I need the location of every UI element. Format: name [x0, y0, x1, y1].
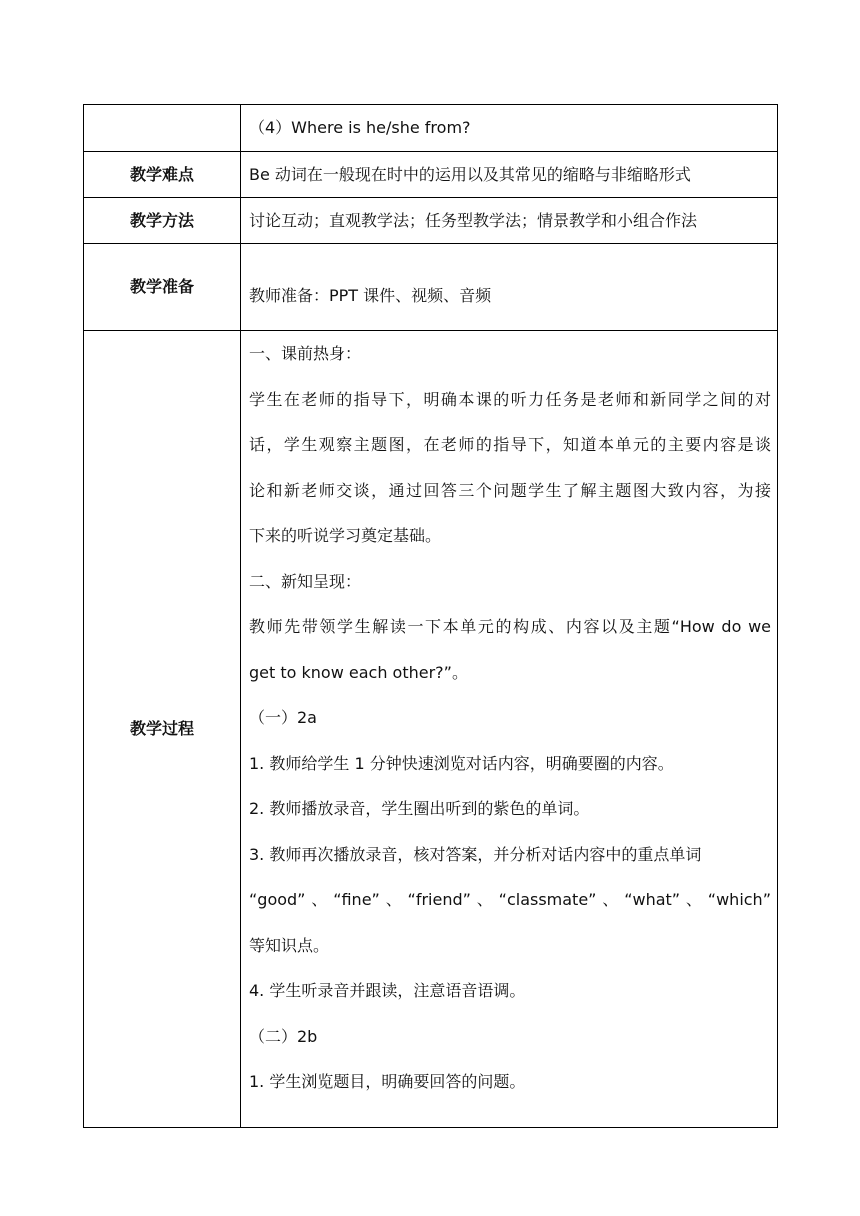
process-line: 一、课前热身：	[249, 344, 362, 363]
process-line: 教师先带领学生解读一下本单元的构成、内容以及主题“How do we	[249, 617, 771, 636]
process-line: 下来的听说学习奠定基础。	[249, 526, 442, 545]
objective-question-4: （4）Where is he/she from?	[241, 105, 778, 152]
process-line: 二、新知呈现：	[249, 571, 362, 591]
table-row	[84, 331, 778, 1128]
preparation-content: 教师准备：PPT 课件、视频、音频	[241, 244, 778, 331]
table-row	[84, 198, 778, 244]
process-line: 话，学生观察主题图，在老师的指导下，知道本单元的主要内容是谈	[249, 435, 771, 454]
process-line: （二）2b	[249, 1026, 318, 1046]
process-line: 论和新老师交谈，通过回答三个问题学生了解主题图大致内容，为接	[249, 480, 771, 500]
table-row	[84, 105, 778, 152]
process-line: 等知识点。	[249, 935, 330, 955]
row-label-preparation: 教学准备	[84, 244, 241, 331]
process-content	[241, 331, 778, 1128]
process-line: get to know each other?”。	[249, 662, 468, 682]
method-content: 讨论互动；直观教学法；任务型教学法；情景教学和小组合作法	[241, 198, 778, 244]
row-label-process: 教学过程	[84, 331, 241, 1128]
process-line: （一）2a	[249, 708, 317, 727]
process-line: 4. 学生听录音并跟读，注意语音语调。	[249, 981, 526, 1000]
table-row	[84, 152, 778, 198]
difficulty-content: Be 动词在一般现在时中的运用以及其常见的缩略与非缩略形式	[241, 152, 778, 198]
table-row	[84, 244, 778, 331]
row-label-empty	[84, 105, 241, 152]
process-line: 2. 教师播放录音，学生圈出听到的紫色的单词。	[249, 799, 590, 818]
process-line: 学生在老师的指导下，明确本课的听力任务是老师和新同学之间的对	[249, 389, 771, 409]
process-line: “good”、“fine”、“friend”、“classmate”、“what”、“which”	[249, 890, 771, 909]
row-label-method: 教学方法	[84, 198, 241, 244]
process-line: 1. 教师给学生 1 分钟快速浏览对话内容，明确要圈的内容。	[249, 753, 674, 773]
process-text-block	[249, 331, 771, 1127]
process-line: 3. 教师再次播放录音，核对答案，并分析对话内容中的重点单词	[249, 844, 702, 864]
process-line: 1. 学生浏览题目，明确要回答的问题。	[249, 1072, 526, 1091]
row-label-difficulty: 教学难点	[84, 152, 241, 198]
lesson-plan-table	[83, 104, 778, 1128]
